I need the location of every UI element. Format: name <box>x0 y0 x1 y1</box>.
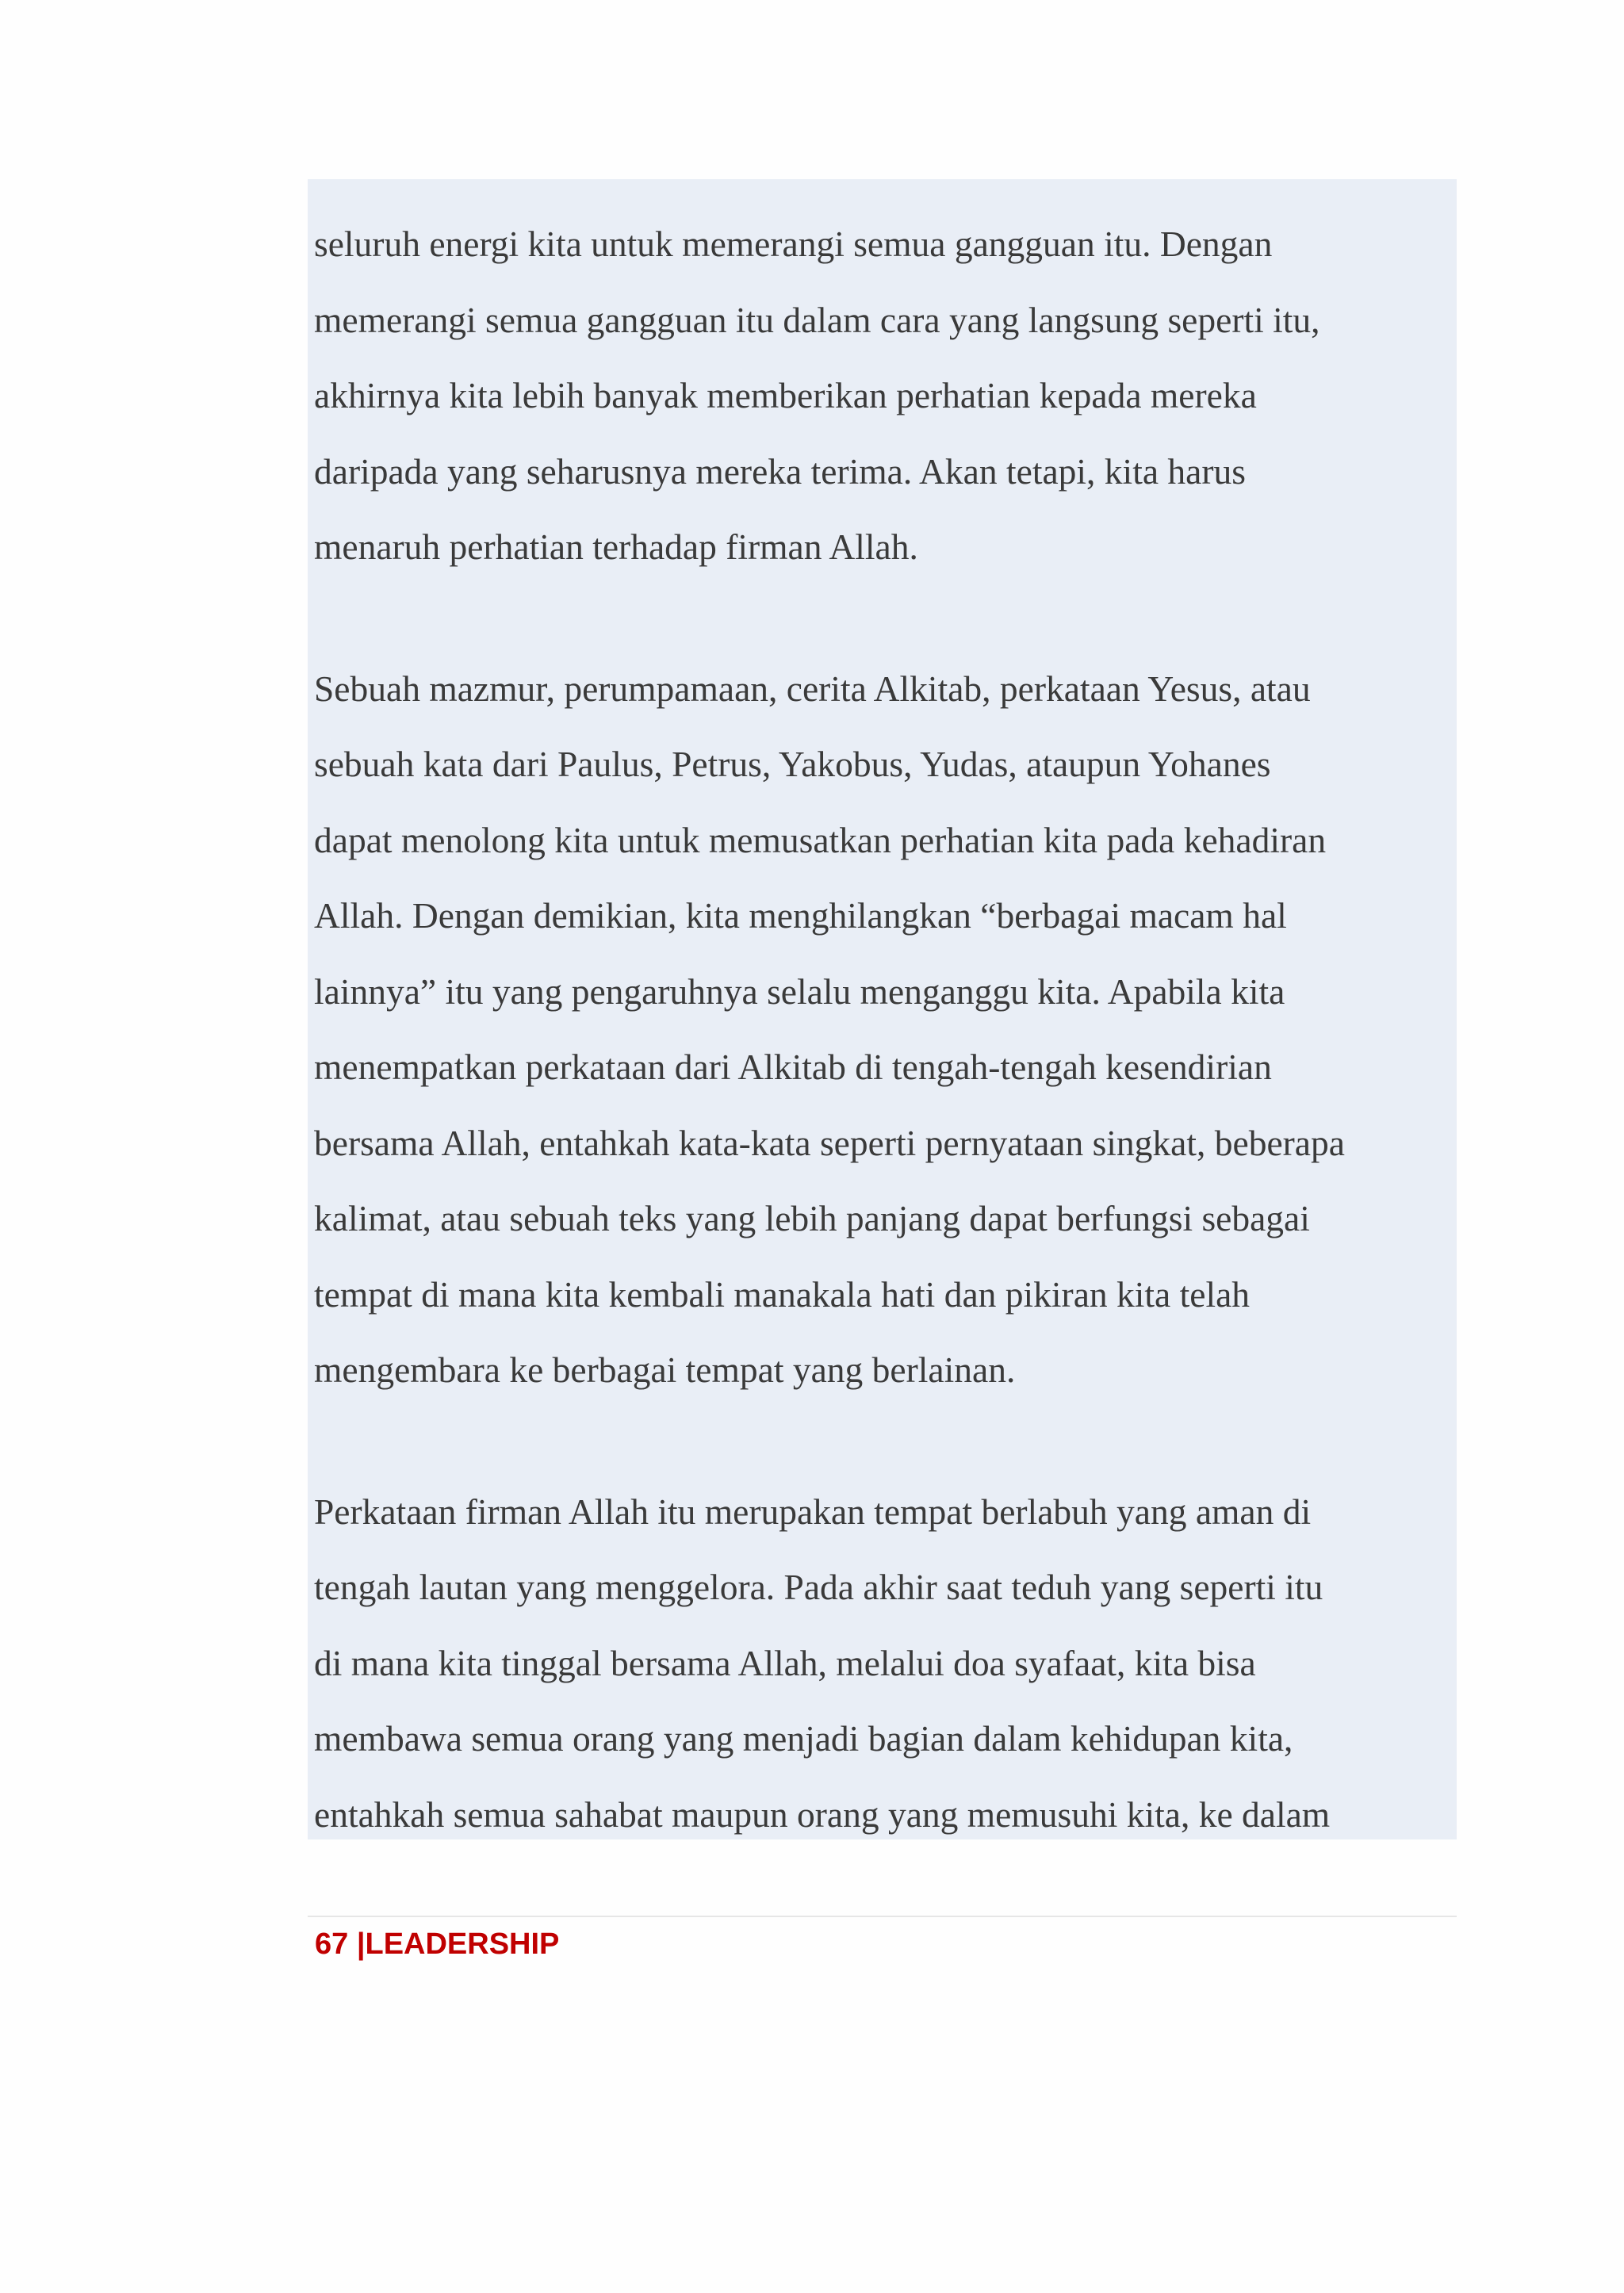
page-number: 67 <box>315 1927 349 1961</box>
text-line: di mana kita tinggal bersama Allah, melalui doa syafaat, kita bisa <box>314 1642 1256 1683</box>
text-line: Allah. Dengan demikian, kita menghilangkan “berbagai macam hal <box>314 895 1287 936</box>
text-line: tengah lautan yang menggelora. Pada akhir saat teduh yang seperti itu <box>314 1567 1323 1607</box>
text-line: akhirnya kita lebih banyak memberikan perhatian kepada mereka <box>314 375 1257 415</box>
page-footer <box>315 1920 559 1968</box>
text-line: entahkah semua sahabat maupun orang yang memusuhi kita, ke dalam <box>314 1793 1331 1835</box>
highlighted-text-block <box>308 179 1457 1839</box>
text-line: kalimat, atau sebuah teks yang lebih panjang dapat berfungsi sebagai <box>314 1198 1310 1238</box>
paragraph-1 <box>314 206 1457 585</box>
text-line: sebuah kata dari Paulus, Petrus, Yakobus, Yudas, ataupun Yohanes <box>314 744 1271 784</box>
text-line: lainnya” itu yang pengaruhnya selalu menganggu kita. Apabila kita <box>314 970 1285 1012</box>
footer-divider <box>308 1916 1457 1917</box>
footer-separator: | <box>348 1927 366 1961</box>
text-line: memerangi semua gangguan itu dalam cara yang langsung seperti itu, <box>314 299 1320 340</box>
text-line: daripada yang seharusnya mereka terima. Akan tetapi, kita harus <box>314 450 1246 492</box>
text-line: Sebuah mazmur, perumpamaan, cerita Alkitab, perkataan Yesus, atau <box>314 668 1311 709</box>
text-line: membawa semua orang yang menjadi bagian dalam kehidupan kita, <box>314 1718 1293 1759</box>
text-line: seluruh energi kita untuk memerangi semua gangguan itu. Dengan <box>314 224 1273 264</box>
text-line: menaruh perhatian terhadap firman Allah. <box>314 526 918 567</box>
text-line: mengembara ke berbagai tempat yang berlainan. <box>314 1349 1016 1390</box>
paragraph-spacer <box>314 585 1457 651</box>
paragraph-3 <box>314 1474 1457 1853</box>
footer-section-title: LEADERSHIP <box>365 1927 560 1961</box>
text-line: tempat di mana kita kembali manakala hati dan pikiran kita telah <box>314 1273 1251 1315</box>
text-line: dapat menolong kita untuk memusatkan perhatian kita pada kehadiran <box>314 819 1327 860</box>
paragraph-spacer <box>314 1408 1457 1474</box>
text-line: bersama Allah, entahkah kata-kata seperti pernyataan singkat, beberapa <box>314 1122 1345 1163</box>
paragraph-2 <box>314 651 1457 1408</box>
text-line: menempatkan perkataan dari Alkitab di tengah-tengah kesendirian <box>314 1047 1272 1087</box>
text-line: Perkataan firman Allah itu merupakan tempat berlabuh yang aman di <box>314 1491 1312 1532</box>
